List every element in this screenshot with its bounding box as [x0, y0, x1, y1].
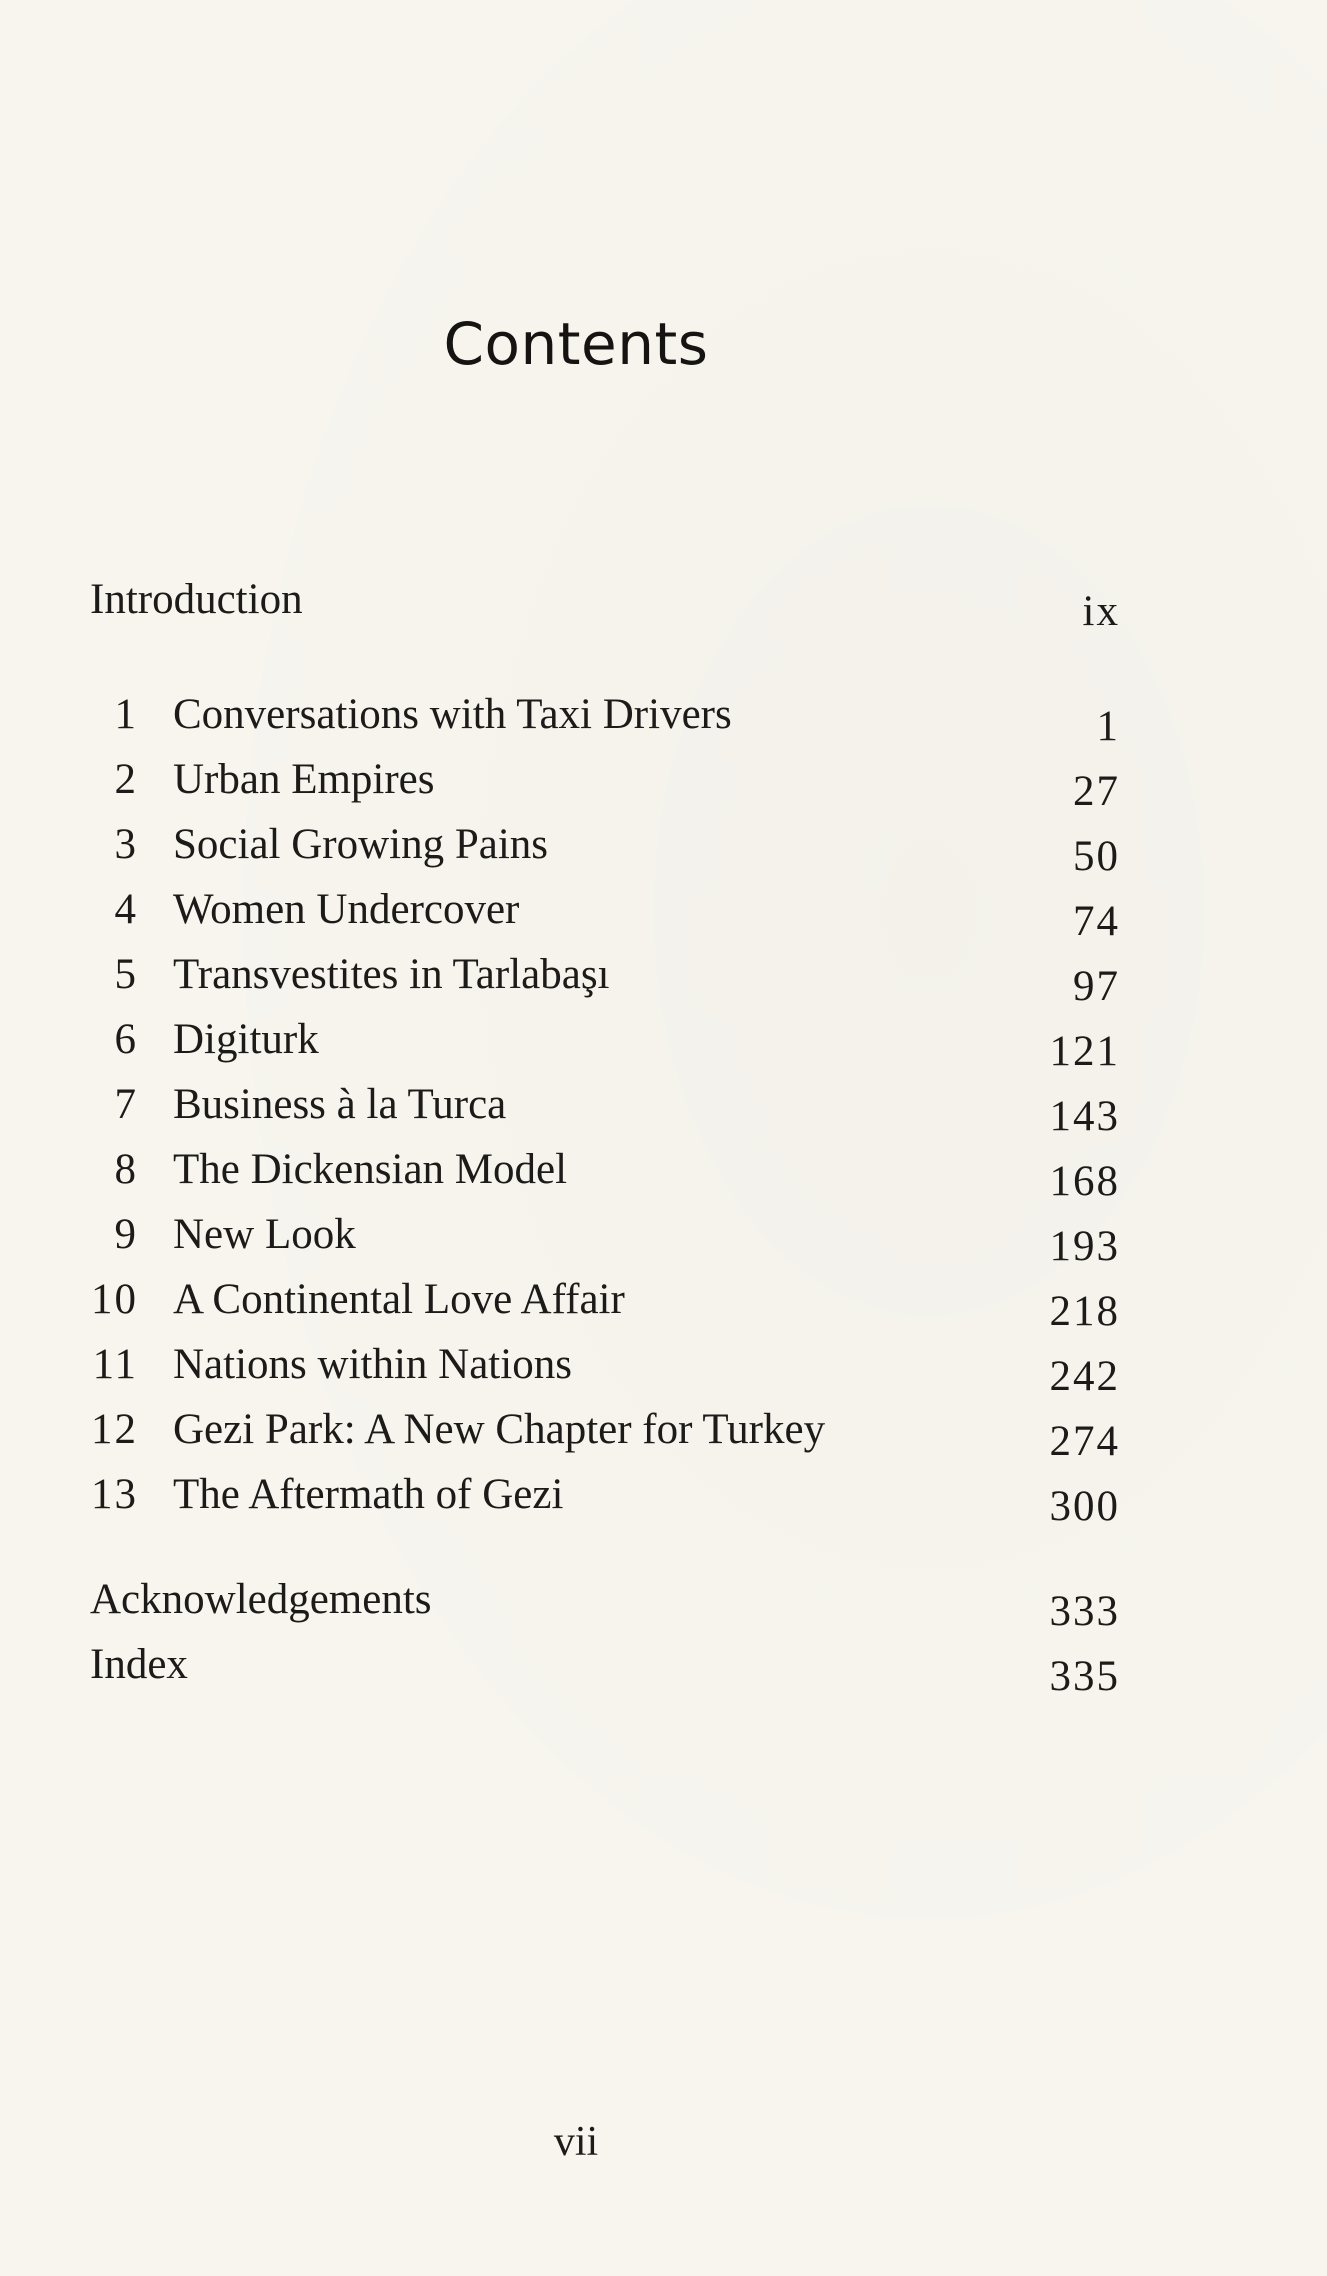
chapter-page: 97 — [1073, 963, 1120, 1010]
toc-entry-page: 333 — [1049, 1588, 1120, 1635]
chapter-page: 193 — [1049, 1223, 1120, 1270]
toc-chapter-10 — [90, 1275, 1120, 1340]
toc-entry-page: ix — [1082, 588, 1120, 635]
toc-chapter-11 — [90, 1340, 1120, 1405]
chapter-title: The Dickensian Model — [173, 1146, 568, 1193]
chapter-number: 2 — [114, 756, 138, 803]
toc-entry-index — [90, 1640, 1120, 1705]
spacer — [90, 1535, 1120, 1575]
chapter-page: 218 — [1049, 1288, 1120, 1335]
chapter-title: Digiturk — [173, 1016, 319, 1063]
chapter-number: 1 — [114, 691, 138, 738]
chapter-title: The Aftermath of Gezi — [173, 1471, 564, 1518]
toc-entry-label: Acknowledgements — [90, 1576, 432, 1623]
chapter-number: 7 — [114, 1081, 138, 1128]
page-number: vii — [553, 2119, 599, 2165]
toc-entry-acknowledgements — [90, 1575, 1120, 1640]
toc-entry-label: Index — [90, 1641, 188, 1688]
chapter-number: 12 — [91, 1406, 138, 1453]
chapter-page: 300 — [1049, 1483, 1120, 1530]
chapter-title: Women Undercover — [173, 886, 520, 933]
chapter-number: 5 — [114, 951, 138, 998]
toc-chapter-9 — [90, 1210, 1120, 1275]
chapter-title: Gezi Park: A New Chapter for Turkey — [173, 1406, 826, 1453]
toc-entry-introduction — [90, 575, 1120, 640]
chapter-page: 121 — [1049, 1028, 1120, 1075]
toc-chapter-1 — [90, 690, 1120, 755]
chapter-number: 3 — [114, 821, 138, 868]
toc-chapter-6 — [90, 1015, 1120, 1080]
chapter-title: New Look — [173, 1211, 356, 1258]
toc-chapter-8 — [90, 1145, 1120, 1210]
chapter-title: Conversations with Taxi Drivers — [173, 691, 732, 738]
spacer — [90, 640, 1120, 690]
chapter-page: 274 — [1049, 1418, 1120, 1465]
toc-entry-label: Introduction — [90, 576, 303, 623]
chapter-title: Urban Empires — [173, 756, 435, 803]
chapter-page: 143 — [1049, 1093, 1120, 1140]
chapter-number: 6 — [114, 1016, 138, 1063]
chapter-title: Business à la Turca — [173, 1081, 507, 1128]
chapter-title: Social Growing Pains — [173, 821, 549, 868]
toc-chapter-4 — [90, 885, 1120, 950]
chapter-page: 1 — [1096, 703, 1120, 750]
page-title: Contents — [443, 310, 709, 378]
chapter-number: 9 — [114, 1211, 138, 1258]
chapter-page: 74 — [1073, 898, 1120, 945]
chapter-number: 4 — [114, 886, 138, 933]
toc-chapter-12 — [90, 1405, 1120, 1470]
toc-chapter-13 — [90, 1470, 1120, 1535]
chapter-title: Nations within Nations — [173, 1341, 572, 1388]
chapter-number: 13 — [91, 1471, 138, 1518]
toc-chapter-7 — [90, 1080, 1120, 1145]
toc-entry-page: 335 — [1049, 1653, 1120, 1700]
toc-chapter-3 — [90, 820, 1120, 885]
toc-chapter-5 — [90, 950, 1120, 1015]
chapter-title: Transvestites in Tarlabaşı — [173, 951, 610, 998]
chapter-page: 27 — [1073, 768, 1120, 815]
toc-chapter-2 — [90, 755, 1120, 820]
table-of-contents — [90, 575, 1120, 1705]
chapter-number: 11 — [92, 1341, 138, 1388]
chapter-page: 50 — [1073, 833, 1120, 880]
chapter-title: A Continental Love Affair — [173, 1276, 625, 1323]
chapter-page: 242 — [1049, 1353, 1120, 1400]
chapter-number: 10 — [91, 1276, 138, 1323]
chapter-number: 8 — [114, 1146, 138, 1193]
chapter-page: 168 — [1049, 1158, 1120, 1205]
